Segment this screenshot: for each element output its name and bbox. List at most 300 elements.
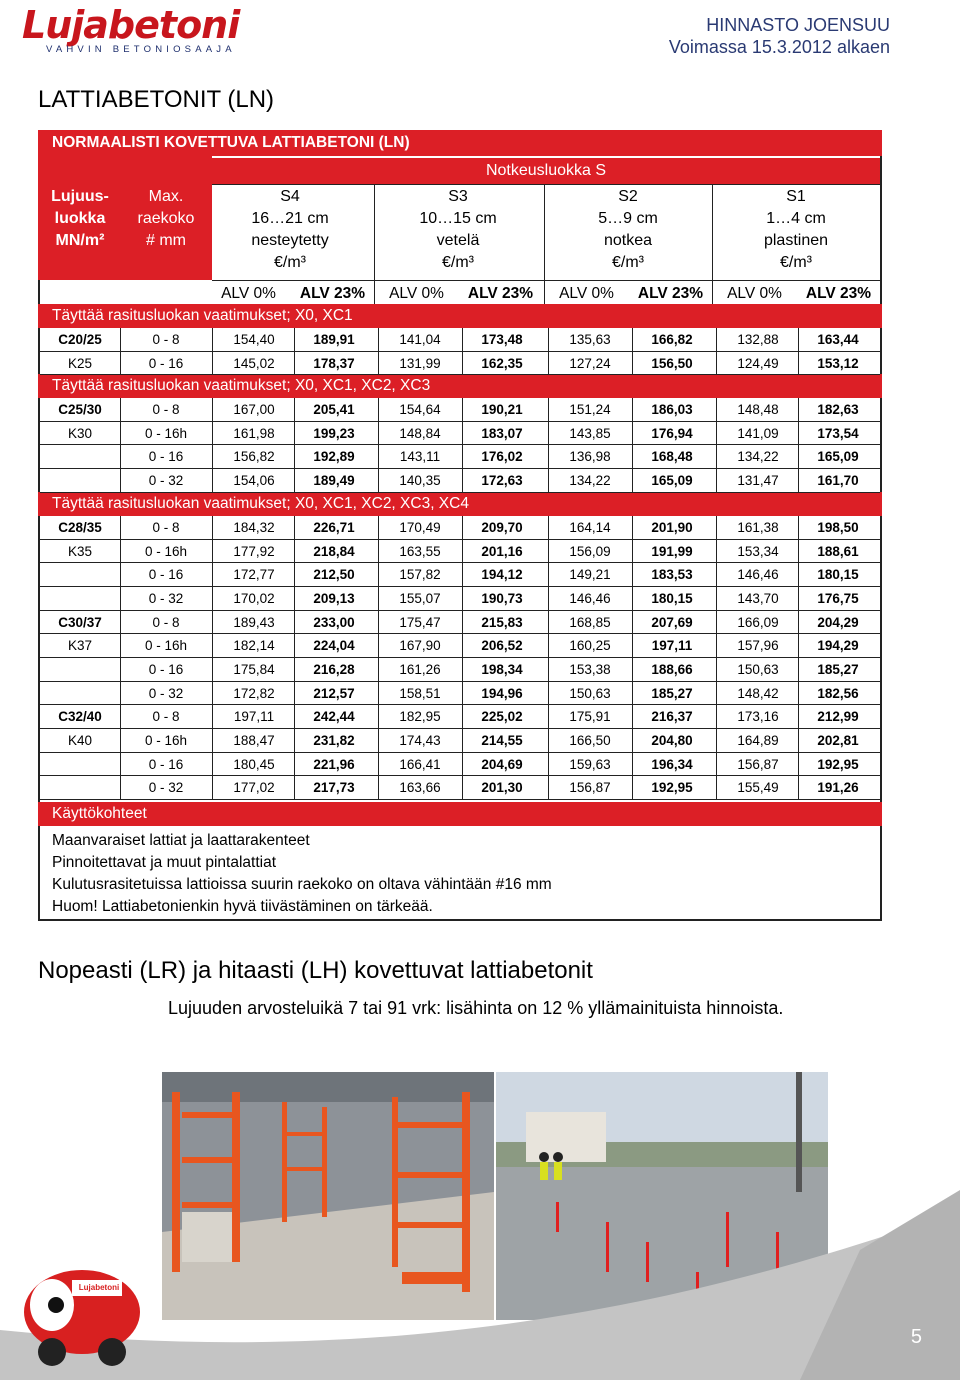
divider — [212, 280, 880, 281]
price-vat23-cell: 190,21 — [481, 402, 523, 417]
divider — [798, 611, 799, 635]
aggregate-size-cell: 0 - 16 — [148, 567, 184, 583]
strength-class-cell: K25 — [67, 355, 93, 371]
divider — [632, 729, 633, 753]
vat23-label: ALV 23% — [637, 285, 704, 302]
divider — [798, 682, 799, 706]
price-vat23-cell: 188,61 — [817, 543, 859, 559]
valid-from: Voimassa 15.3.2012 alkaen — [668, 37, 890, 57]
divider — [294, 776, 295, 800]
table-row — [40, 658, 880, 681]
divider — [212, 445, 213, 469]
divider — [548, 516, 549, 540]
divider — [378, 563, 379, 587]
divider — [632, 328, 633, 352]
price-vat23-cell: 180,15 — [817, 567, 859, 583]
price-vat23-cell: 180,15 — [651, 590, 693, 606]
divider — [212, 398, 213, 422]
divider — [548, 445, 549, 469]
price-vat23-cell: 182,63 — [817, 402, 859, 417]
divider — [716, 445, 717, 469]
divider — [212, 563, 213, 587]
price-vat0-cell: 150,63 — [569, 685, 611, 701]
price-vat0-cell: 163,55 — [399, 543, 441, 559]
divider — [462, 328, 463, 352]
divider — [462, 398, 463, 422]
strength-class-cell: K30 — [67, 425, 93, 441]
aggregate-size-cell: 0 - 8 — [152, 332, 180, 347]
divider — [716, 611, 717, 635]
divider — [548, 634, 549, 658]
divider — [716, 658, 717, 682]
divider — [294, 563, 295, 587]
divider — [40, 681, 880, 682]
logo-tagline: VAHVIN BETONIOSAAJA — [46, 44, 236, 55]
requirement-row: Täyttää rasitusluokan vaatimukset; X0, XC1, XC2, XC3, XC4 — [38, 492, 882, 516]
divider — [462, 634, 463, 658]
price-vat0-cell: 146,46 — [737, 567, 779, 583]
aggregate-size-cell: 0 - 16h — [144, 543, 188, 559]
price-vat23-cell: 191,99 — [651, 543, 693, 559]
price-vat0-cell: 182,95 — [399, 709, 441, 725]
price-vat0-cell: 155,49 — [737, 780, 779, 796]
price-vat0-cell: 177,92 — [233, 543, 275, 559]
aggregate-size-cell: 0 - 32 — [148, 590, 184, 606]
price-vat23-cell: 231,82 — [313, 732, 355, 748]
price-vat23-cell: 194,29 — [817, 638, 859, 654]
price-vat23-cell: 194,12 — [481, 567, 523, 583]
divider — [212, 328, 213, 352]
price-vat0-cell: 173,16 — [737, 709, 779, 725]
price-vat23-cell: 163,44 — [817, 332, 859, 347]
price-vat0-cell: 150,63 — [737, 661, 779, 677]
price-vat23-cell: 204,69 — [481, 756, 523, 772]
price-vat0-cell: 127,24 — [569, 355, 611, 371]
strength-class-cell: K35 — [67, 543, 93, 559]
price-vat23-cell: 165,09 — [817, 449, 859, 465]
divider — [632, 540, 633, 564]
price-vat23-cell: 233,00 — [313, 614, 355, 630]
divider — [294, 422, 295, 446]
price-vat0-cell: 141,09 — [737, 425, 779, 441]
aggregate-size-cell: 0 - 8 — [152, 402, 180, 417]
divider — [632, 753, 633, 777]
price-vat0-cell: 141,04 — [399, 332, 441, 347]
divider — [462, 682, 463, 706]
divider — [548, 328, 549, 352]
divider — [294, 658, 295, 682]
price-vat0-cell: 156,87 — [569, 780, 611, 796]
table-row — [40, 540, 880, 563]
mascot-label: Lujabetoni — [78, 1283, 120, 1292]
divider — [798, 469, 799, 493]
divider — [798, 352, 799, 376]
price-vat0-cell: 156,87 — [737, 756, 779, 772]
price-vat0-cell: 143,70 — [737, 590, 779, 606]
aggregate-size-cell: 0 - 16h — [144, 425, 188, 441]
price-vat0-cell: 175,84 — [233, 661, 275, 677]
price-vat0-cell: 177,02 — [233, 780, 275, 796]
divider — [378, 352, 379, 376]
divider — [40, 633, 880, 634]
price-vat23-cell: 197,11 — [651, 638, 693, 654]
consistency-class-label: Notkeusluokka S — [212, 158, 880, 184]
divider — [294, 445, 295, 469]
price-vat23-cell: 183,07 — [481, 425, 523, 441]
divider — [548, 729, 549, 753]
price-vat0-cell: 174,43 — [399, 732, 441, 748]
divider — [212, 422, 213, 446]
divider — [378, 540, 379, 564]
divider — [294, 328, 295, 352]
price-vat23-cell: 173,48 — [481, 332, 523, 347]
price-vat0-cell: 153,34 — [737, 543, 779, 559]
divider — [462, 563, 463, 587]
divider — [378, 776, 379, 800]
price-vat23-cell: 207,69 — [651, 614, 693, 630]
price-vat0-cell: 154,40 — [233, 332, 275, 347]
table-row — [40, 682, 880, 705]
price-vat23-cell: 156,50 — [651, 355, 693, 371]
aggregate-size-header: Max. raekoko # mm — [137, 188, 195, 249]
divider — [798, 705, 799, 729]
divider — [712, 184, 713, 306]
requirement-row: Täyttää rasitusluokan vaatimukset; X0, XC1 — [38, 304, 882, 328]
price-vat23-cell: 204,80 — [651, 732, 693, 748]
divider — [212, 682, 213, 706]
price-vat23-cell: 185,27 — [651, 685, 693, 701]
price-vat0-cell: 131,99 — [399, 355, 441, 371]
price-vat0-cell: 131,47 — [737, 472, 779, 488]
divider — [462, 516, 463, 540]
table-row — [40, 776, 880, 799]
divider — [212, 705, 213, 729]
divider — [462, 352, 463, 376]
price-vat23-cell: 217,73 — [313, 780, 355, 796]
divider — [120, 398, 121, 422]
divider — [632, 352, 633, 376]
price-vat0-cell: 166,09 — [737, 614, 779, 630]
price-vat0-cell: 170,49 — [399, 520, 441, 535]
divider — [294, 540, 295, 564]
price-vat0-cell: 155,07 — [399, 590, 441, 606]
price-vat0-cell: 167,90 — [399, 638, 441, 654]
table-row — [40, 422, 880, 445]
price-vat23-cell: 173,54 — [817, 425, 859, 441]
divider — [632, 422, 633, 446]
divider — [716, 469, 717, 493]
divider — [120, 634, 121, 658]
price-vat0-cell: 160,25 — [569, 638, 611, 654]
price-vat0-cell: 134,22 — [737, 449, 779, 465]
price-vat0-cell: 161,98 — [233, 425, 275, 441]
price-vat23-cell: 178,37 — [313, 355, 355, 371]
price-vat23-cell: 185,27 — [817, 661, 859, 677]
divider — [798, 658, 799, 682]
price-vat0-cell: 166,41 — [399, 756, 441, 772]
price-vat0-cell: 149,21 — [569, 567, 611, 583]
price-vat0-cell: 161,38 — [737, 520, 779, 535]
price-vat23-cell: 216,28 — [313, 661, 355, 677]
price-vat0-cell: 157,82 — [399, 567, 441, 583]
price-vat0-cell: 143,11 — [399, 449, 441, 465]
divider — [548, 705, 549, 729]
divider — [294, 634, 295, 658]
page-number: 5 — [910, 1326, 922, 1348]
divider — [120, 516, 121, 540]
price-vat23-cell: 189,49 — [313, 472, 355, 488]
divider — [716, 540, 717, 564]
price-vat23-cell: 215,83 — [481, 614, 523, 630]
divider — [120, 563, 121, 587]
divider — [212, 184, 880, 185]
divider — [120, 729, 121, 753]
price-vat0-cell: 197,11 — [233, 709, 275, 725]
divider — [212, 516, 213, 540]
price-vat23-cell: 188,66 — [651, 661, 693, 677]
divider — [548, 422, 549, 446]
price-vat23-cell: 226,71 — [313, 520, 355, 535]
strength-class-cell: K37 — [67, 638, 93, 654]
divider — [798, 753, 799, 777]
price-vat23-cell: 166,82 — [651, 332, 693, 347]
divider — [40, 657, 880, 658]
divider — [120, 422, 121, 446]
price-vat0-cell: 182,14 — [233, 638, 275, 654]
divider — [294, 587, 295, 611]
divider — [378, 469, 379, 493]
aggregate-size-cell: 0 - 8 — [152, 709, 180, 725]
aggregate-size-cell: 0 - 16 — [148, 449, 184, 465]
divider — [462, 540, 463, 564]
divider — [40, 586, 880, 587]
divider — [374, 184, 375, 306]
aggregate-size-cell: 0 - 16h — [144, 732, 188, 748]
vat0-label: ALV 0% — [221, 285, 276, 302]
aggregate-size-cell: 0 - 16 — [148, 661, 184, 677]
strength-class-cell: K40 — [67, 732, 93, 748]
price-vat0-cell: 159,63 — [569, 756, 611, 772]
price-vat23-cell: 201,16 — [481, 543, 523, 559]
divider — [798, 328, 799, 352]
section-title: Nopeasti (LR) ja hitaasti (LH) kovettuvat lattiabetonit — [38, 957, 593, 984]
price-vat0-cell: 143,85 — [569, 425, 611, 441]
divider — [462, 776, 463, 800]
table-row — [40, 469, 880, 492]
divider — [212, 729, 213, 753]
strength-class-cell: C28/35 — [58, 520, 102, 535]
divider — [120, 587, 121, 611]
divider — [548, 658, 549, 682]
price-vat0-cell: 154,64 — [399, 402, 441, 417]
divider — [378, 398, 379, 422]
table-row — [40, 398, 880, 421]
price-vat0-cell: 154,06 — [233, 472, 275, 488]
price-vat23-cell: 212,99 — [817, 709, 859, 725]
price-vat23-cell: 212,57 — [313, 685, 355, 701]
aggregate-size-cell: 0 - 16 — [148, 756, 184, 772]
strength-class-cell: C20/25 — [58, 332, 102, 347]
price-vat23-cell: 191,26 — [817, 780, 859, 796]
divider — [40, 421, 880, 422]
price-vat23-cell: 176,94 — [651, 425, 693, 441]
divider — [212, 611, 213, 635]
price-vat23-cell: 198,34 — [481, 661, 523, 677]
divider — [120, 776, 121, 800]
usage-list — [52, 830, 552, 918]
price-vat0-cell: 153,38 — [569, 661, 611, 677]
price-vat0-cell: 188,47 — [233, 732, 275, 748]
price-vat23-cell: 192,95 — [817, 756, 859, 772]
divider — [632, 469, 633, 493]
price-vat23-cell: 204,29 — [817, 614, 859, 630]
divider — [798, 540, 799, 564]
price-vat23-cell: 162,35 — [481, 355, 523, 371]
divider — [548, 682, 549, 706]
divider — [378, 682, 379, 706]
divider — [294, 469, 295, 493]
price-vat23-cell: 190,73 — [481, 590, 523, 606]
divider — [632, 658, 633, 682]
class-header-s4: S4 16…21 cm nesteytetty €/m³ — [251, 188, 329, 271]
divider — [40, 728, 880, 729]
price-vat0-cell: 164,89 — [737, 732, 779, 748]
divider — [120, 469, 121, 493]
divider — [632, 398, 633, 422]
price-vat23-cell: 201,90 — [651, 520, 693, 535]
divider — [378, 658, 379, 682]
strength-class-cell: C30/37 — [58, 614, 102, 630]
divider — [716, 563, 717, 587]
price-vat0-cell: 151,24 — [569, 402, 611, 417]
divider — [40, 704, 880, 705]
divider — [294, 729, 295, 753]
usage-item: Huom! Lattiabetonienkin hyvä tiivästäminen on tärkeää. — [52, 898, 433, 915]
divider — [212, 587, 213, 611]
divider — [548, 540, 549, 564]
divider — [716, 776, 717, 800]
table-row — [40, 563, 880, 586]
price-vat23-cell: 205,41 — [313, 402, 355, 417]
divider — [212, 776, 213, 800]
divider — [212, 469, 213, 493]
price-vat0-cell: 148,84 — [399, 425, 441, 441]
divider — [548, 352, 549, 376]
usage-title: Käyttökohteet — [38, 802, 882, 826]
divider — [716, 729, 717, 753]
class-header-s2: S2 5…9 cm notkea €/m³ — [598, 188, 658, 271]
strength-class-cell: C25/30 — [58, 402, 102, 417]
divider — [716, 634, 717, 658]
price-vat0-cell: 172,77 — [233, 567, 275, 583]
divider — [294, 398, 295, 422]
divider — [378, 587, 379, 611]
usage-item: Maanvaraiset lattiat ja laattarakenteet — [52, 832, 310, 849]
price-vat23-cell: 196,34 — [651, 756, 693, 772]
price-vat23-cell: 172,63 — [481, 472, 523, 488]
divider — [632, 516, 633, 540]
price-vat0-cell: 167,00 — [233, 402, 275, 417]
divider — [716, 587, 717, 611]
divider — [120, 705, 121, 729]
aggregate-size-cell: 0 - 8 — [152, 520, 180, 535]
divider — [632, 587, 633, 611]
price-vat0-cell: 175,91 — [569, 709, 611, 725]
divider — [120, 658, 121, 682]
divider — [544, 184, 545, 306]
price-vat23-cell: 202,81 — [817, 732, 859, 748]
price-vat0-cell: 124,49 — [737, 355, 779, 371]
divider — [294, 352, 295, 376]
divider — [120, 328, 121, 352]
divider — [212, 753, 213, 777]
divider — [548, 776, 549, 800]
divider — [462, 422, 463, 446]
price-vat0-cell: 146,46 — [569, 590, 611, 606]
logo-wordmark: Lujabetoni — [22, 3, 240, 47]
divider — [798, 398, 799, 422]
vat23-label: ALV 23% — [299, 285, 366, 302]
section-subtitle: Lujuuden arvosteluikä 7 tai 91 vrk: lisähinta on 12 % yllämainituista hinnoista. — [168, 998, 784, 1018]
divider — [462, 611, 463, 635]
divider — [548, 398, 549, 422]
aggregate-size-cell: 0 - 8 — [152, 614, 180, 630]
price-vat23-cell: 186,03 — [651, 402, 693, 417]
price-vat23-cell: 224,04 — [313, 638, 355, 654]
divider — [294, 516, 295, 540]
price-vat0-cell: 156,82 — [233, 449, 275, 465]
price-vat23-cell: 198,50 — [817, 520, 859, 535]
price-vat23-cell: 214,55 — [481, 732, 523, 748]
divider — [378, 445, 379, 469]
divider — [462, 587, 463, 611]
divider — [798, 445, 799, 469]
divider — [120, 540, 121, 564]
table-row — [40, 705, 880, 728]
divider — [798, 776, 799, 800]
price-vat23-cell: 183,53 — [651, 567, 693, 583]
divider — [40, 610, 880, 611]
price-vat23-cell: 182,56 — [817, 685, 859, 701]
divider — [632, 563, 633, 587]
divider — [716, 352, 717, 376]
divider — [40, 492, 880, 493]
strength-class-cell: C32/40 — [58, 709, 102, 725]
divider — [798, 634, 799, 658]
divider — [462, 705, 463, 729]
price-vat0-cell: 134,22 — [569, 472, 611, 488]
divider — [632, 776, 633, 800]
divider — [378, 611, 379, 635]
divider — [716, 422, 717, 446]
price-vat0-cell: 148,48 — [737, 402, 779, 417]
divider — [462, 658, 463, 682]
strength-class-header: Lujuus- luokka MN/m² — [51, 188, 109, 249]
divider — [798, 516, 799, 540]
aggregate-size-cell: 0 - 32 — [148, 685, 184, 701]
divider — [40, 775, 880, 776]
price-vat23-cell: 216,37 — [651, 709, 693, 725]
aggregate-size-cell: 0 - 16h — [144, 638, 188, 654]
price-vat23-cell: 194,96 — [481, 685, 523, 701]
price-vat23-cell: 201,30 — [481, 780, 523, 796]
divider — [548, 469, 549, 493]
requirement-row: Täyttää rasitusluokan vaatimukset; X0, XC1, XC2, XC3 — [38, 374, 882, 398]
divider — [378, 516, 379, 540]
aggregate-size-cell: 0 - 16 — [148, 355, 184, 371]
price-vat23-cell: 192,89 — [313, 449, 355, 465]
table-row — [40, 753, 880, 776]
